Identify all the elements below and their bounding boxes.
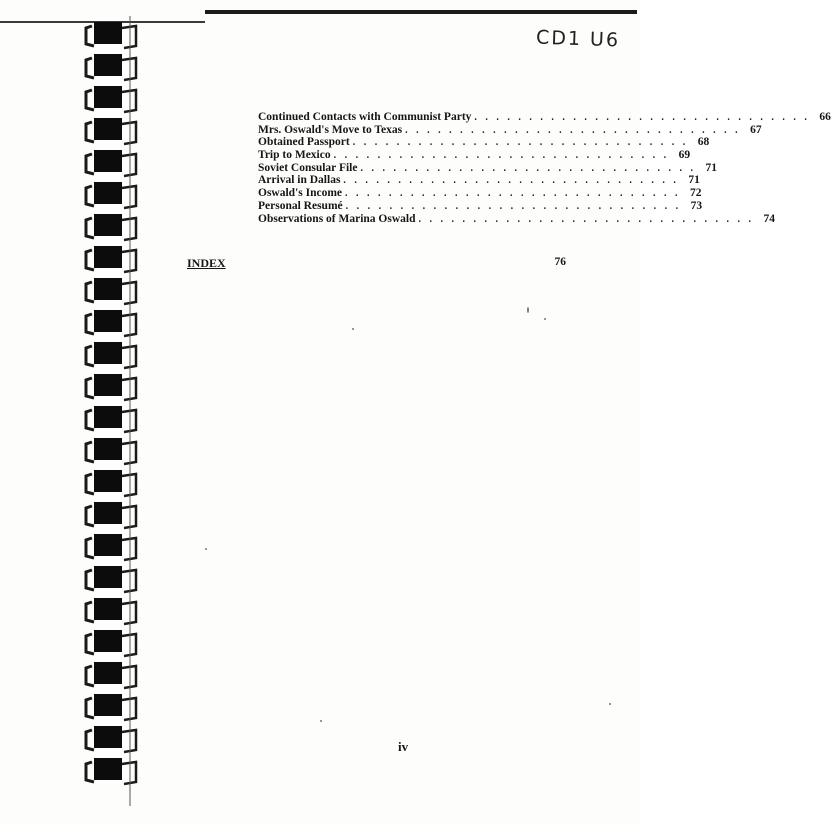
toc-entry-title: Observations of Marina Oswald	[258, 212, 416, 225]
scan-speck	[205, 548, 207, 550]
dot-leader: . . . . . . . . . . . . . . . . . . . . . . . . . . . . . . .	[345, 188, 681, 200]
toc-entry	[258, 149, 691, 162]
index-heading: INDEX	[187, 256, 226, 270]
binding-ring	[86, 54, 136, 80]
dot-leader: . . . . . . . . . . . . . . . . . . . . . . . . . . . . . . .	[343, 175, 679, 187]
toc-entry-page: 71	[705, 161, 717, 174]
toc-entry-title: Arrival in Dallas	[258, 174, 341, 187]
toc-entry	[258, 111, 831, 124]
binding-ring	[86, 534, 136, 560]
table-of-contents	[258, 111, 831, 225]
toc-entry-title: Soviet Consular File	[258, 161, 358, 174]
toc-entry-page: 71	[688, 174, 700, 187]
binding-ring	[86, 726, 136, 752]
toc-entry-page: 72	[690, 187, 702, 200]
toc-entry-title: Continued Contacts with Communist Party	[258, 111, 472, 123]
toc-entry-page: 66	[819, 111, 831, 123]
binding-ring	[86, 150, 136, 176]
toc-entry-title: Mrs. Oswald's Move to Texas	[258, 123, 403, 136]
toc-entry-page: 67	[750, 123, 762, 136]
index-page-number: 76	[554, 256, 566, 268]
binding-ring	[86, 310, 136, 336]
binding-ring	[86, 694, 136, 720]
binding-ring	[86, 598, 136, 624]
binding-ring	[86, 246, 136, 272]
binding-ring	[86, 342, 136, 368]
scan-speck	[609, 703, 611, 705]
binding-ring	[86, 630, 136, 656]
top-edge-rule	[205, 10, 637, 14]
toc-entry	[258, 199, 703, 213]
binding-ring	[86, 182, 136, 208]
toc-entry-title: Personal Resumé	[258, 199, 343, 212]
dot-leader: . . . . . . . . . . . . . . . . . . . . . . . . . . . . . . .	[352, 137, 689, 149]
scan-speck	[544, 318, 546, 320]
binding-ring	[86, 406, 136, 432]
spiral-binding	[72, 16, 152, 806]
dot-leader: . . . . . . . . . . . . . . . . . . . . . . . . . . . . . . .	[474, 112, 810, 123]
handwritten-stamp: CD1 U6	[535, 26, 621, 52]
toc-entry-title: Trip to Mexico	[258, 149, 331, 162]
binding-ring	[86, 22, 136, 48]
toc-entry-page: 69	[678, 149, 691, 162]
scan-speck	[320, 720, 322, 722]
dot-leader: . . . . . . . . . . . . . . . . . . . . . . . . . . . . . . .	[418, 213, 754, 225]
dot-leader: . . . . . . . . . . . . . . . . . . . . . . . . . . . . . . .	[333, 150, 670, 162]
dot-leader: . . . . . . . . . . . . . . . . . . . . . . . . . . . . . . .	[360, 162, 696, 174]
toc-entry	[258, 161, 717, 175]
binding-ring	[86, 470, 136, 496]
dot-leader: . . . . . . . . . . . . . . . . . . . . . . . . . . . . . . .	[345, 200, 682, 212]
toc-entry	[258, 187, 702, 200]
binding-ring	[86, 214, 136, 240]
toc-entry	[258, 123, 762, 137]
binding-ring	[86, 758, 136, 784]
binding-ring	[86, 438, 136, 464]
binding-ring	[86, 662, 136, 688]
toc-entry-title: Obtained Passport	[258, 136, 350, 149]
scan-speck	[527, 307, 529, 313]
dot-leader: . . . . . . . . . . . . . . . . . . . . . . . . . . . . . . .	[405, 124, 741, 136]
binding-ring	[86, 566, 136, 592]
page-number: iv	[398, 739, 409, 754]
toc-entry-page: 74	[763, 212, 775, 225]
toc-entry	[258, 212, 775, 226]
toc-entry-page: 68	[697, 136, 710, 149]
binding-ring	[86, 278, 136, 304]
binding-ring	[86, 502, 136, 528]
toc-entry	[258, 136, 710, 149]
binding-ring	[86, 86, 136, 112]
toc-entry-title: Oswald's Income	[258, 187, 343, 200]
binding-ring	[86, 374, 136, 400]
toc-entry	[258, 174, 700, 187]
scan-speck	[352, 328, 354, 330]
binding-ring	[86, 118, 136, 144]
toc-entry-page: 73	[690, 199, 703, 212]
